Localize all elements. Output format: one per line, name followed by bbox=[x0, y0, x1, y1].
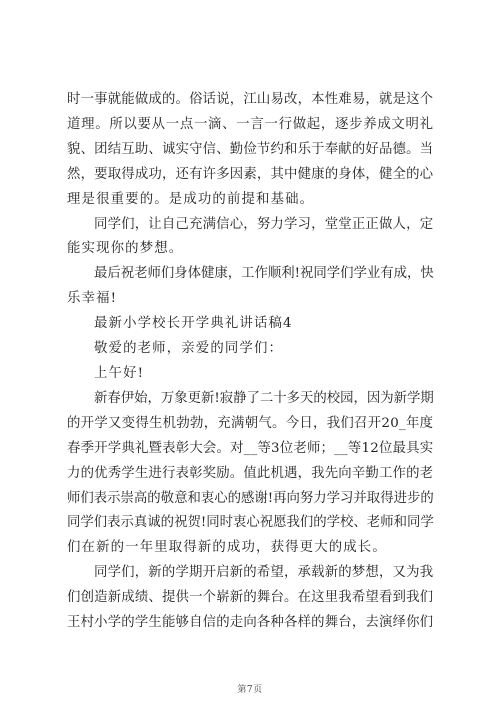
greeting bbox=[67, 362, 435, 387]
page-number: 第7页 bbox=[237, 685, 263, 695]
text-line: 然，要取得成功，还有许多因素，其中健康的身体，健全的心 bbox=[67, 166, 434, 182]
text-line: 同学们表示真诚的祝贺!同时衷心祝愿我们的学校、老师和同学 bbox=[67, 515, 434, 531]
text-line: 敬爱的老师，亲爱的同学们： bbox=[94, 341, 284, 357]
text-line: 最新小学校长开学典礼讲话稿4 bbox=[94, 316, 293, 332]
section-heading bbox=[67, 312, 435, 337]
text-line: 能实现你的梦想。 bbox=[67, 241, 184, 257]
paragraph-2 bbox=[67, 213, 435, 263]
text-line: 们在新的一年里取得新的成功，获得更大的成长。 bbox=[67, 540, 387, 556]
text-line: 同学们，让自己充满信心，努力学习，堂堂正正做人，定 bbox=[94, 216, 434, 232]
text-line: 理是很重要的。是成功的前提和基础。 bbox=[67, 191, 315, 207]
salutation bbox=[67, 337, 435, 362]
paragraph-8 bbox=[67, 561, 435, 636]
document-body bbox=[67, 88, 435, 636]
paragraph-1 bbox=[67, 88, 435, 213]
text-line: 新春伊始，万象更新!寂静了二十多天的校园，因为新学期 bbox=[94, 390, 434, 406]
text-line: 上午好! bbox=[94, 365, 145, 381]
text-line: 王村小学的学生能够自信的走向各种各样的舞台，去演绎你们 bbox=[67, 615, 434, 631]
text-line: 乐幸福! bbox=[67, 291, 118, 307]
text-line: 们创造新成绩、提供一个崭新的舞台。在这里我希望看到我们 bbox=[67, 590, 434, 606]
text-line: 同学们，新的学期开启新的希望，承载新的梦想，又为我 bbox=[94, 565, 434, 581]
text-line: 力的优秀学生进行表彰奖励。值此机遇，我先向辛勤工作的老 bbox=[67, 465, 434, 481]
text-line: 最后祝老师们身体健康，工作顺利!祝同学们学业有成，快 bbox=[94, 266, 434, 282]
paragraph-7 bbox=[67, 387, 435, 561]
text-line: 的开学又变得生机勃勃，充满朝气。今日，我们召开20_年度 bbox=[67, 415, 434, 431]
text-line: 貌、团结互助、诚实守信、勤俭节约和乐于奉献的好品德。当 bbox=[67, 141, 434, 157]
text-line: 师们表示崇高的敬意和衷心的感谢!再向努力学习并取得进步的 bbox=[67, 490, 434, 506]
text-line: 春季开学典礼暨表彰大会。对__等3位老师；__等12位最具实 bbox=[67, 440, 434, 456]
paragraph-3 bbox=[67, 262, 435, 312]
text-line: 时一事就能做成的。俗话说，江山易改，本性难易，就是这个 bbox=[67, 92, 434, 107]
text-line: 道理。所以要从一点一滴、一言一行做起，逐步养成文明礼 bbox=[67, 116, 434, 132]
